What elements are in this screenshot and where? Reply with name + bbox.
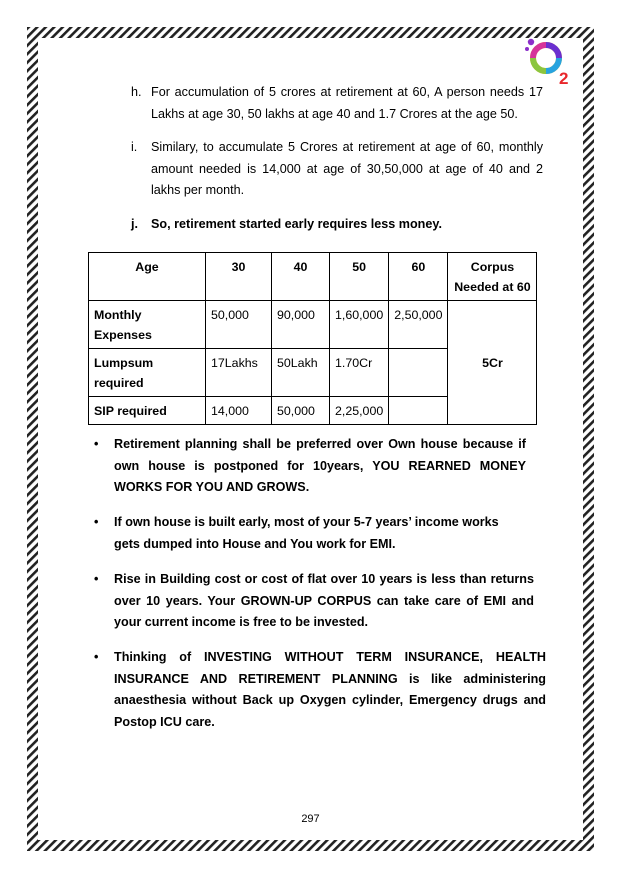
table-cell: 2,50,000 [389, 301, 448, 349]
table-header-row [89, 253, 537, 301]
table-row [89, 301, 537, 349]
table-cell: 50Lakh [272, 349, 330, 397]
table-cell [389, 397, 448, 425]
logo-bubble-tiny [525, 47, 529, 51]
list-marker: h. [131, 85, 142, 99]
list-marker: i. [131, 140, 138, 154]
bullet-dot-icon: • [94, 572, 99, 586]
table-row-label: Lumpsum required [89, 349, 206, 397]
table-cell: 2,25,000 [330, 397, 389, 425]
table-header-cell: Corpus Needed at 60 [448, 253, 537, 301]
list-text: Similary, to accumulate 5 Crores at retirement at age of 60, monthly amount needed is 14,000 at age of 30,50,000 at age of 40 and 2 lakhs per month. [151, 140, 543, 197]
list-marker: j. [131, 217, 138, 231]
bullet-dot-icon: • [94, 515, 99, 529]
bullet-text: Rise in Building cost or cost of flat over 10 years is less than returns over 10 years. Your GROWN-UP CORPUS can take care of EMI and your current income is free to be invested. [114, 572, 534, 629]
table-cell: 14,000 [206, 397, 272, 425]
page-number: 297 [301, 813, 320, 825]
table-cell: 50,000 [272, 397, 330, 425]
table-cell: 1.70Cr [330, 349, 389, 397]
table-header-cell: 40 [272, 253, 330, 301]
list-text: So, retirement started early requires less money. [151, 217, 442, 231]
logo-subscript: 2 [559, 69, 569, 88]
table-header-cell: 30 [206, 253, 272, 301]
bullet-text: If own house is built early, most of your 5-7 years’ income works gets dumped into House and You work for EMI. [114, 515, 499, 551]
bullet-dot-icon: • [94, 437, 99, 451]
bullet-text: Retirement planning shall be preferred over Own house because if own house is postponed for 10years, YOU REARNED MONEY WORKS FOR YOU AND GROWS. [114, 437, 526, 494]
table-cell: 50,000 [206, 301, 272, 349]
bullet-text: Thinking of INVESTING WITHOUT TERM INSURANCE, HEALTH INSURANCE AND RETIREMENT PLANNING is like administering anaesthesia without Back up Oxygen cylinder, Emergency drugs and Postop ICU care. [114, 650, 546, 729]
corpus-value-cell: 5Cr [448, 301, 537, 425]
table-cell: 1,60,000 [330, 301, 389, 349]
retirement-table [88, 252, 537, 425]
logo-bubble-small [528, 39, 534, 45]
table-cell: 17Lakhs [206, 349, 272, 397]
table-cell [389, 349, 448, 397]
table-cell: 90,000 [272, 301, 330, 349]
bullet-list [94, 434, 546, 734]
o2-logo [522, 36, 578, 88]
table-row-label: SIP required [89, 397, 206, 425]
bullet-dot-icon: • [94, 650, 99, 664]
table-header-cell: Age [89, 253, 206, 301]
list-text: For accumulation of 5 crores at retirement at 60, A person needs 17 Lakhs at age 30, 50 lakhs at age 40 and 1.7 Crores at the age 50. [151, 85, 543, 121]
table-header-cell: 60 [389, 253, 448, 301]
table-row-label: Monthly Expenses [89, 301, 206, 349]
table-header-cell: 50 [330, 253, 389, 301]
